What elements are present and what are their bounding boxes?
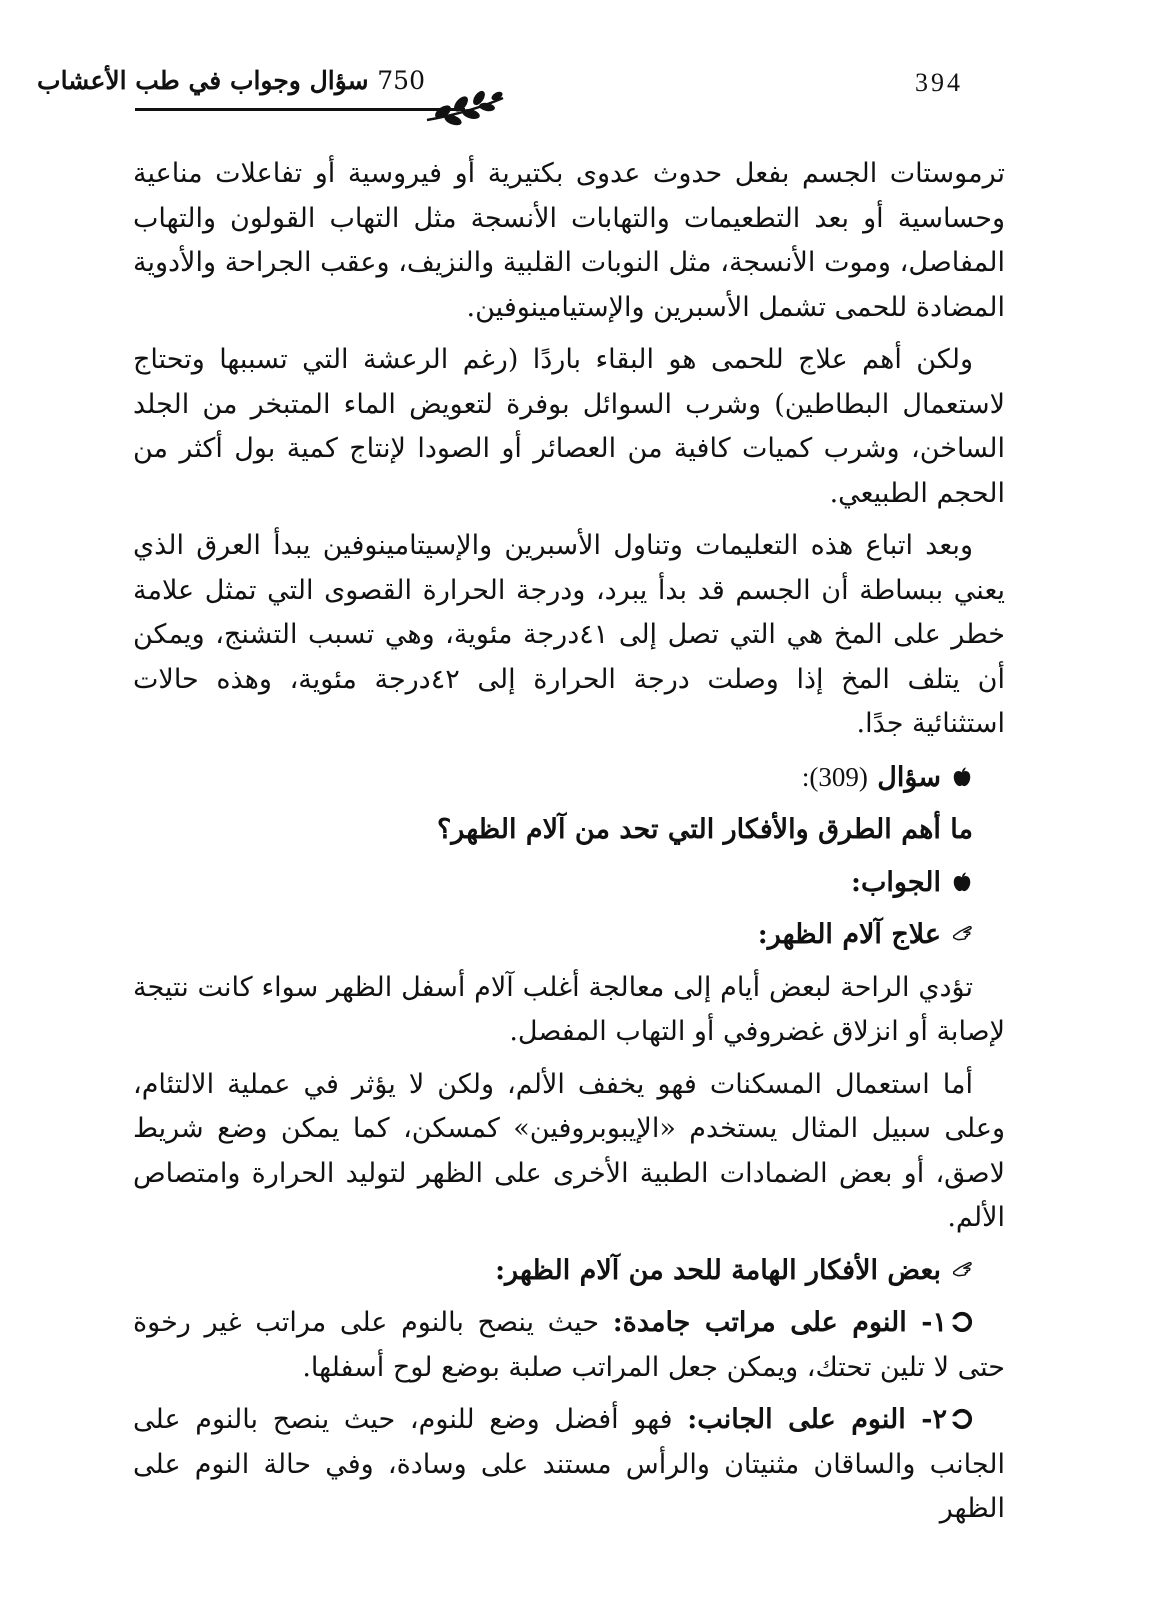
hand-pointer-icon — [951, 923, 973, 945]
list-item-lead: ٢- النوم على الجانب: — [687, 1404, 947, 1435]
answer-label-line — [133, 861, 1005, 906]
running-title-text: سؤال وجواب في طب الأعشاب — [37, 66, 369, 95]
paragraph-fever-treatment: ولكن أهم علاج للحمى هو البقاء باردًا (رغم الرعشة التي تسببها وتحتاج لاستعمال البطاطين) وشرب السوائل بوفرة لتعويض الماء المتبخر من الجلد الساخن، وشرب كميات كافية من العصائر أو الصودا لإنتاج كمية بول أكثر من الحجم الطبيعي. — [133, 344, 1005, 509]
question-label-line — [133, 755, 1005, 801]
hand-pointer-icon — [951, 1259, 973, 1281]
list-item-lead: ١- النوم على مراتب جامدة: — [612, 1307, 947, 1338]
question-label: سؤال — [877, 761, 941, 793]
question-number: (309): — [801, 761, 868, 792]
circle-c-icon — [951, 1408, 973, 1430]
answer-label: الجواب: — [851, 866, 941, 898]
apple-icon — [951, 766, 973, 788]
paragraph-analgesics: أما استعمال المسكنات فهو يخفف الألم، ولكن لا يؤثر في عملية الالتئام، وعلى سبيل المثال يستخدم «الإيبوبروفين» كمسكن، كما يمكن وضع شريط لاصق، أو بعض الضمادات الطبية الأخرى على الظهر لتوليد الحرارة وامتصاص الألم. — [133, 1068, 1005, 1233]
page-number: 394 — [915, 68, 963, 97]
list-item — [133, 1301, 1005, 1390]
section-heading-text: بعض الأفكار الهامة للحد من آلام الظهر: — [495, 1254, 941, 1286]
paragraph-continued: ترموستات الجسم بفعل حدوث عدوى بكتيرية أو فيروسية أو تفاعلات مناعية وحساسية أو بعد التطعيمات والتهابات الأنسجة مثل التهاب القولون والتهاب المفاصل، وموت الأنسجة، مثل النوبات القلبية والنزيف، وعقب الجراحة والأدوية المضادة للحمى تشمل الأسبرين والإستيامينوفين. — [133, 158, 1005, 323]
leaf-branch-icon — [425, 90, 505, 126]
section-heading-back-pain-ideas — [133, 1249, 1005, 1294]
apple-icon — [951, 871, 973, 893]
running-title — [37, 66, 425, 95]
circle-c-icon — [951, 1311, 973, 1333]
page-header — [37, 60, 1010, 130]
list-item-text: حيث ينصح بالنوم على مراتب غير رخوة حتى لا تلين تحتك، ويمكن جعل المراتب صلبة بوضع لوح أسفلها. — [133, 1307, 1005, 1383]
question-text: ما أهم الطرق والأفكار التي تحد من آلام الظهر؟ — [436, 814, 973, 845]
running-title-number: 750 — [377, 66, 425, 95]
list-item — [133, 1398, 1005, 1532]
header-rule — [135, 108, 465, 111]
section-heading-back-pain-treatment — [133, 913, 1005, 958]
section-heading-text: علاج آلام الظهر: — [757, 919, 941, 950]
page-content — [133, 152, 1005, 1540]
list-item-text: فهو أفضل وضع للنوم، حيث ينصح بالنوم على الجانب والساقان مثنيتان والرأس مستند على وسادة، وفي حالة النوم على الظهر — [133, 1404, 1005, 1524]
paragraph-fever-temperature: وبعد اتباع هذه التعليمات وتناول الأسبرين والإسيتامينوفين يبدأ العرق الذي يعني ببساطة أن الجسم قد بدأ يبرد، ودرجة الحرارة القصوى التي تمثل علامة خطر على المخ هي التي تصل إلى ٤١درجة مئوية، وهي تسبب التشنج، ويمكن أن يتلف المخ إذا وصلت درجة الحرارة إلى ٤٢درجة مئوية، وهذه حالات استثنائية جدًا. — [133, 530, 1005, 739]
paragraph-rest: تؤدي الراحة لبعض أيام إلى معالجة أغلب آلام أسفل الظهر سواء كانت نتيجة لإصابة أو انزلاق غضروفي أو التهاب المفصل. — [133, 971, 1005, 1047]
